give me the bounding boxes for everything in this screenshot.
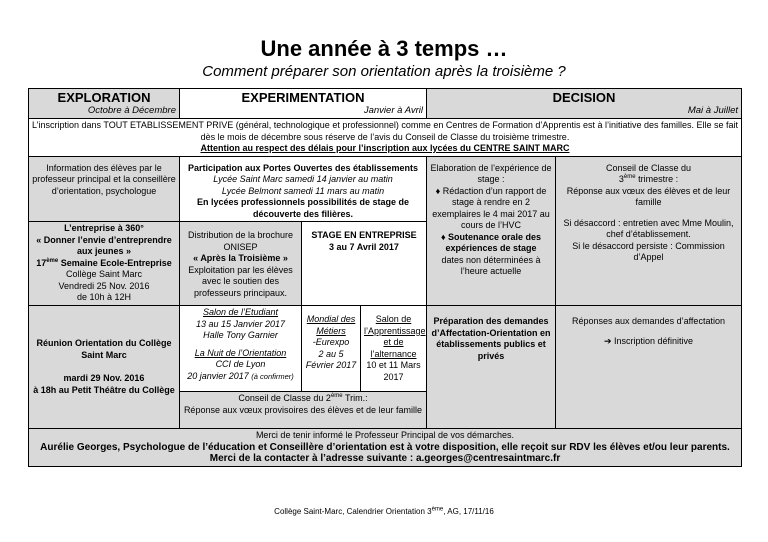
footer-line-1: Merci de tenir informé le Professeur Principal de vos démarches. [255, 430, 515, 440]
reponses-affectation-cell: Réponses aux demandes d’affectation ➔ Inscription définitive [556, 306, 742, 429]
salon-apprentissage-cell: Salon de l’Apprentissage et de l’alternance 10 et 11 Mars 2017 [361, 306, 427, 392]
arrow-right-icon: ➔ [603, 335, 612, 346]
portes-ouvertes-cell: Participation aux Portes Ouvertes des établissements Lycée Saint Marc samedi 14 janvier au matin Lycée Belmont samedi 11 mars au matin En lycées professionnels possibilités de stage de découverte des filières. [180, 156, 427, 222]
phase-decision: DECISION Mai à Juillet [427, 89, 742, 119]
conseil-2e-trimestre-cell: Conseil de Classe du 2ème Trim.: Réponse aux vœux provisoires des élèves et de leur famille [180, 392, 427, 429]
entreprise-360-cell: L’entreprise à 360° « Donner l’envie d’entreprendre aux jeunes » 17ème Semaine Ecole-Entreprise Collège Saint Marc Vendredi 25 Nov. 2016 de 10h à 12H [29, 222, 180, 306]
footer-cell [29, 429, 742, 467]
phase-exploration: EXPLORATION Octobre à Décembre [29, 89, 180, 119]
activities-row-3 [29, 306, 742, 392]
mondial-metiers-cell: Mondial des Métiers -Eurexpo 2 au 5 Février 2017 [302, 306, 361, 392]
page-title: Une année à 3 temps … [260, 36, 508, 61]
stage-entreprise-cell: STAGE EN ENTREPRISE 3 au 7 Avril 2017 [302, 222, 427, 306]
conseil-3e-trimestre-cell: Conseil de Classe du 3ème trimestre : Réponse aux vœux des élèves et de leur famille Si désaccord : entretien avec Mme Moulin, chef d’établissement. Si le désaccord persiste : Commission d’Appel [556, 156, 742, 306]
intro-row [29, 119, 742, 157]
orientation-calendar-table [28, 88, 742, 467]
phase-experimentation: EXPERIMENTATION Janvier à Avril [180, 89, 427, 119]
document-caption: Collège Saint-Marc, Calendrier Orientation 3ème, AG, 17/11/16 [274, 506, 494, 516]
info-eleves-cell: Information des élèves par le professeur principal et la conseillère d’orientation, psychologue [29, 156, 180, 222]
activities-row-1 [29, 156, 742, 222]
intro-text: L’inscription dans TOUT ETABLISSEMENT PRIVE (général, technologique et professionnel) comme en Centres de Formation d’Apprentis est à l’initiative des familles. Elle se fait dès le mois de décembre sous réserve de l’avis du Conseil de Classe du troisième trimestre. [32, 120, 739, 142]
footer-contact: Aurélie Georges, Psychologue de l’éducation et Conseillère d’orientation est à votre disposition, elle reçoit sur RDV les élèves et/ou leur parents. Merci de la contacter à l’adresse suivante : a.georges@centresaintmarc.fr [40, 441, 730, 464]
deadline-warning: Attention au respect des délais pour l’inscription aux lycées du CENTRE SAINT MARC [200, 143, 570, 153]
preparation-demandes-cell: Préparation des demandes d’Affectation-Orientation en établissements publics et privés [427, 306, 556, 429]
intro-cell [29, 119, 742, 157]
salon-etudiant-cell: Salon de l’Etudiant 13 au 15 Janvier 2017 Halle Tony Garnier La Nuit de l’Orientation CCI de Lyon 20 janvier 2017 (à confirmer) [180, 306, 302, 392]
phase-header-row [29, 89, 742, 119]
elaboration-stage-cell: Elaboration de l’expérience de stage : ♦ Rédaction d’un rapport de stage à rendre en 2 exemplaires le 4 mai 2017 au cours de l’HVC ♦ Soutenance orale des expériences de stage dates non déterminées à l’heure actuelle [427, 156, 556, 306]
page-subtitle: Comment préparer son orientation après la troisième ? [202, 63, 566, 80]
reunion-orientation-cell: Réunion Orientation du Collège Saint Marc mardi 29 Nov. 2016 à 18h au Petit Théâtre du Collège [29, 306, 180, 429]
footer-row [29, 429, 742, 467]
brochure-onisep-cell: Distribution de la brochure ONISEP « Après la Troisième » Exploitation par les élèves avec le soutien des professeurs principaux. [180, 222, 302, 306]
